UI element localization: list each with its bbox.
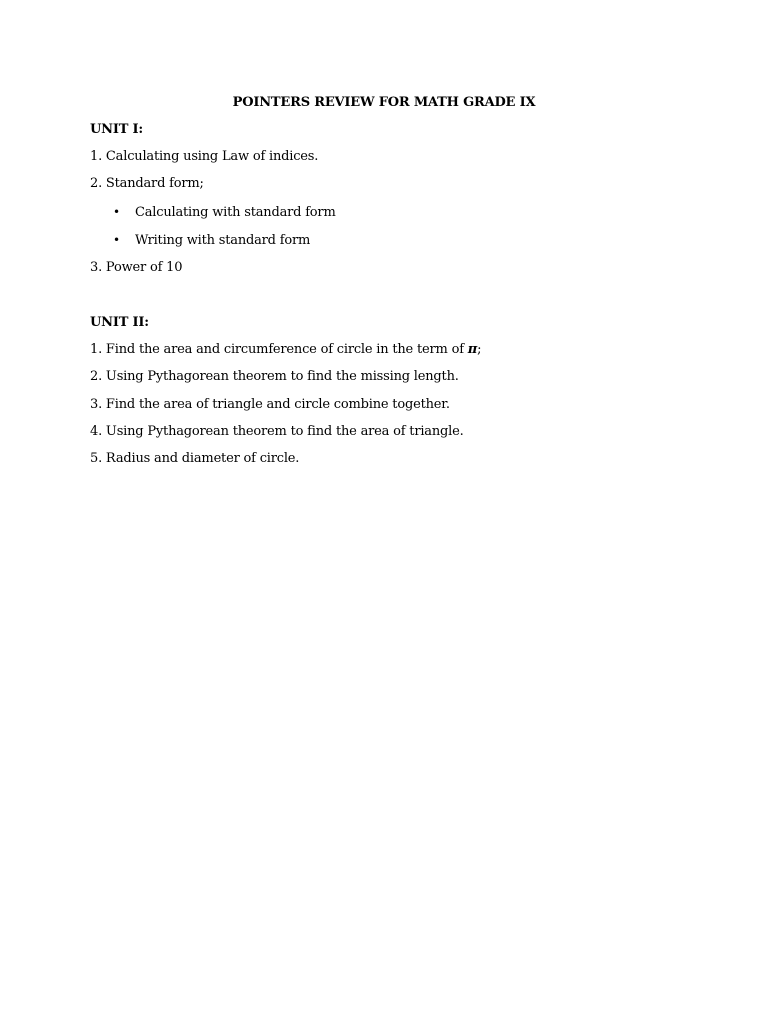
bullet-text: Writing with standard form [135, 233, 311, 248]
unit-2-item-1 [90, 341, 481, 359]
unit-1-item-1: 1. Calculating using Law of indices. [90, 149, 319, 164]
bullet-text: Calculating with standard form [135, 205, 336, 220]
bullet-icon: • [113, 233, 120, 247]
bullet-icon: • [113, 205, 120, 219]
unit-2-item-4: 4. Using Pythagorean theorem to find the area of triangle. [90, 424, 464, 439]
unit-1-bullet-2 [113, 231, 310, 250]
unit-2-item-1-suffix: ; [477, 342, 482, 357]
unit-1-heading: UNIT I: [90, 122, 143, 137]
unit-2-item-5: 5. Radius and diameter of circle. [90, 451, 300, 466]
unit-2-item-1-text: 1. Find the area and circumference of circle in the term of [90, 342, 468, 357]
page-title: POINTERS REVIEW FOR MATH GRADE IX [232, 95, 536, 110]
unit-1-bullet-1 [113, 203, 336, 222]
unit-2-item-3: 3. Find the area of triangle and circle combine together. [90, 397, 450, 412]
unit-1-item-3: 3. Power of 10 [90, 260, 183, 275]
pi-symbol: π [467, 342, 478, 357]
unit-1-item-2: 2. Standard form; [90, 176, 204, 191]
unit-2-item-2: 2. Using Pythagorean theorem to find the missing length. [90, 369, 459, 384]
unit-2-heading: UNIT II: [90, 315, 149, 330]
